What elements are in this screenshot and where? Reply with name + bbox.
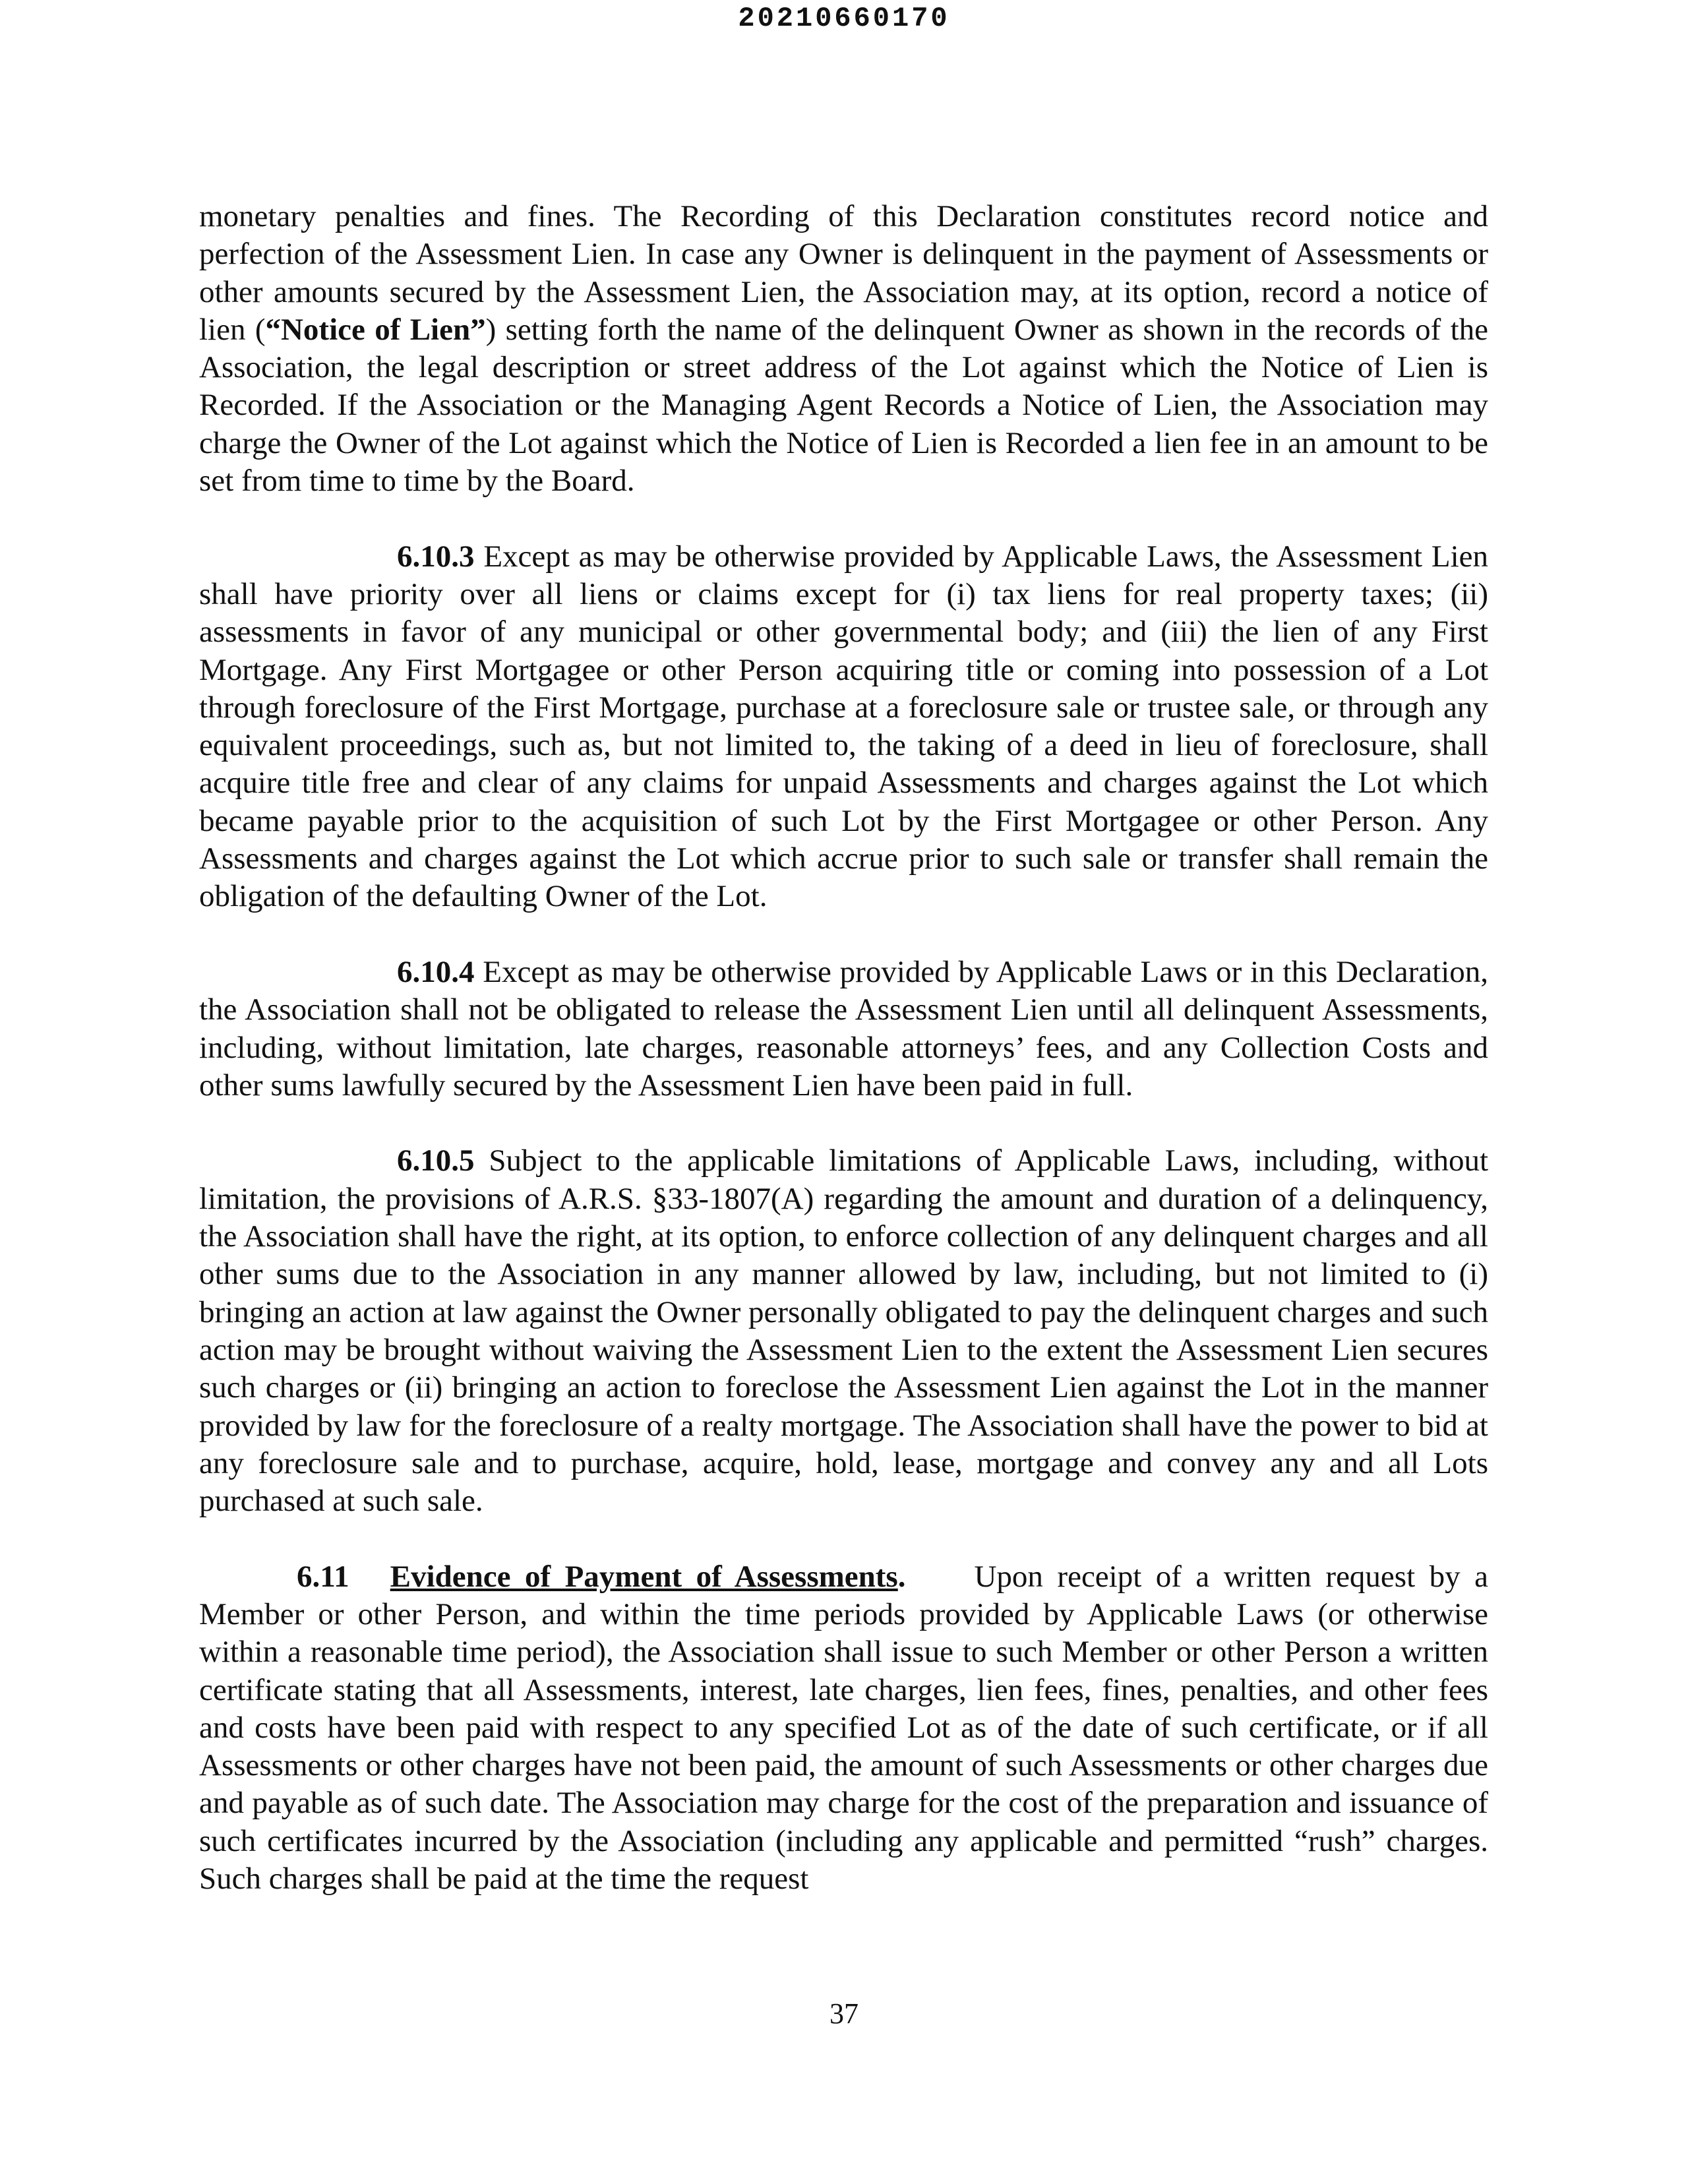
subsection-6-10-5 (199, 1142, 1488, 1520)
section-number: 6.11 (297, 1559, 349, 1594)
paragraph-text: monetary penalties and fines. The Recording of this Declaration constitutes record notice and perfection of the Assessment Lien. In case any Owner is delinquent in the payment of Assessments or other amounts secured by the Assessment Lien, the Association may, at its option, record a notice of lien ( (199, 199, 1488, 347)
subsection-text: Except as may be otherwise provided by Applicable Laws or in this Declaration, the Association shall not be obligated to release the Assessment Lien until all delinquent Assessments, including, without limitation, late charges, reasonable attorneys’ fees, and any Collection Costs and other sums lawfully secured by the Assessment Lien have been paid in full. (199, 954, 1489, 1103)
document-number: 20210660170 (738, 3, 950, 34)
section-title-period: . (897, 1559, 906, 1594)
subsection-6-10-4 (199, 954, 1488, 1105)
document-body (199, 198, 1488, 1898)
subsection-text: Except as may be otherwise provided by Applicable Laws, the Assessment Lien shall have priority over all liens or claims except for (i) tax liens for real property taxes; (ii) assessments in favor of any municipal or other governmental body; and (iii) the lien of any First Mortgage. Any First Mortgagee or other Person acquiring title or coming into possession of a Lot through foreclosure of the First Mortgage, purchase at a foreclosure sale or trustee sale, or through any equivalent proceedings, such as, but not limited to, the taking of a deed in lieu of foreclosure, shall acquire title free and clear of any claims for unpaid Assessments and charges against the Lot which became payable prior to the acquisition of such Lot by the First Mortgagee or other Person. Any Assessments and charges against the Lot which accrue prior to such sale or transfer shall remain the obligation of the defaulting Owner of the Lot. (199, 539, 1488, 914)
section-title: Evidence of Payment of Assessments (390, 1559, 898, 1594)
subsection-text: Subject to the applicable limitations of Applicable Laws, including, without limitation, the provisions of A.R.S. §33-1807(A) regarding the amount and duration of a delinquency, the Association shall have the right, at its option, to enforce collection of any delinquent charges and all other sums due to the Association in any manner allowed by law, including, but not limited to (i) bringing an action at law against the Owner personally obligated to pay the delinquent charges and such action may be brought without waiving the Assessment Lien to the extent the Assessment Lien secures such charges or (ii) bringing an action to foreclose the Assessment Lien against the Lot in the manner provided by law for the foreclosure of a realty mortgage. The Association shall have the power to bid at any foreclosure sale and to purchase, acquire, hold, lease, mortgage and convey any and all Lots purchased at such sale. (199, 1143, 1489, 1519)
subsection-6-10-3 (199, 538, 1488, 916)
subsection-number: 6.10.3 (397, 539, 475, 574)
section-6-11 (199, 1558, 1488, 1898)
page-number: 37 (829, 1997, 859, 2030)
section-text: Upon receipt of a written request by a Member or other Person, and within the time periods provided by Applicable Laws (or otherwise within a reasonable time period), the Association shall issue to such Member or other Person a written certificate stating that all Assessments, interest, late charges, lien fees, fines, penalties, and other fees and costs have been paid with respect to any specified Lot as of the date of such certificate, or if all Assessments or other charges have not been paid, the amount of such Assessments or other charges due and payable as of such date. The Association may charge for the cost of the preparation and issuance of such certificates incurred by the Association (including any applicable and permitted “rush” charges. Such charges shall be paid at the time the request (199, 1559, 1488, 1896)
paragraph-continuation (199, 198, 1488, 500)
subsection-number: 6.10.4 (397, 954, 475, 989)
defined-term-notice-of-lien: “Notice of Lien” (265, 312, 486, 347)
subsection-number: 6.10.5 (397, 1143, 475, 1178)
paragraph-text: ) setting forth the name of the delinquent Owner as shown in the records of the Association, the legal description or street address of the Lot against which the Notice of Lien is Recorded. If the Association or the Managing Agent Records a Notice of Lien, the Association may charge the Owner of the Lot against which the Notice of Lien is Recorded a lien fee in an amount to be set from time to time by the Board. (199, 312, 1488, 499)
